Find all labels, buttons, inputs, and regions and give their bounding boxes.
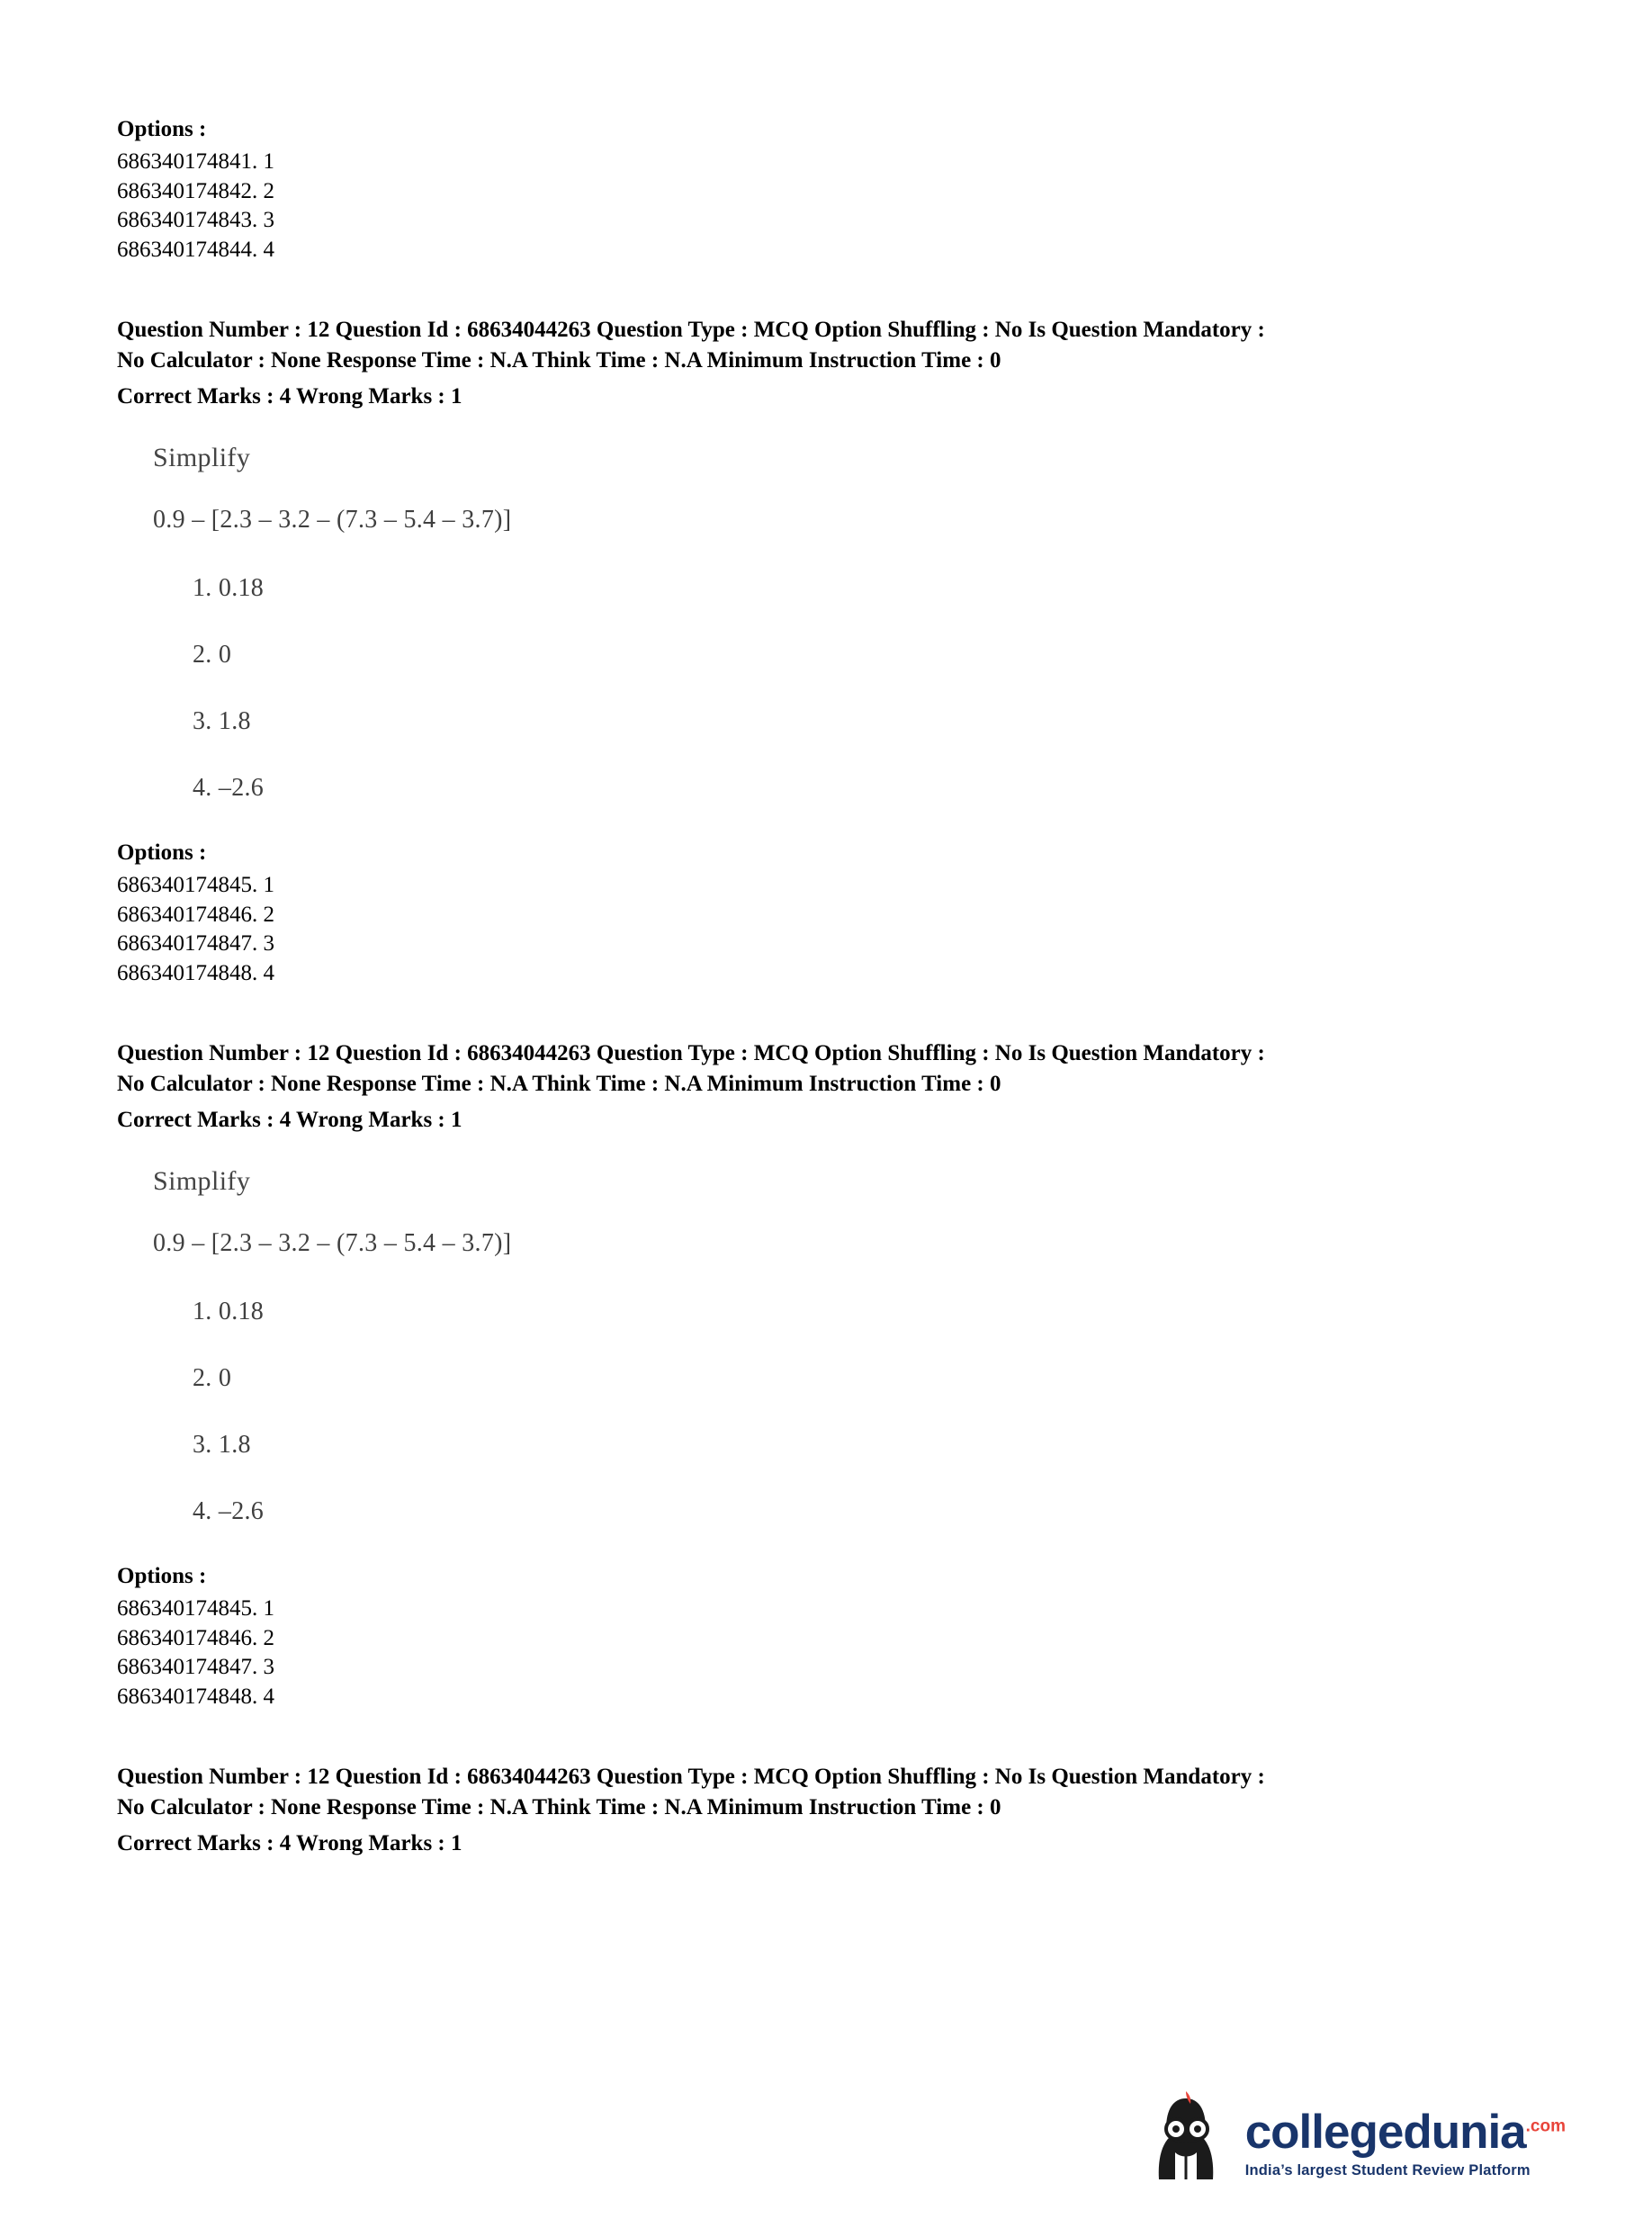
question-choice: 1. 0.18	[193, 1298, 265, 1325]
options-label: Options :	[117, 117, 207, 141]
option-line: 686340174842. 2	[117, 178, 274, 203]
options-label: Options :	[117, 1564, 207, 1588]
question-marks: Correct Marks : 4 Wrong Marks : 1	[117, 384, 462, 409]
option-line: 686340174844. 4	[117, 237, 274, 262]
question-meta-line-1: Question Number : 12 Question Id : 68634044263 Question Type : MCQ Option Shuffling : No Is Question Mandatory :	[117, 1041, 1265, 1065]
question-meta-3	[117, 1762, 1544, 1859]
option-line: 686340174845. 1	[117, 873, 274, 897]
collegedunia-tagline: India’s largest Student Review Platform	[1244, 2162, 1531, 2179]
option-line: 686340174845. 1	[117, 1596, 274, 1621]
question-image-2	[153, 1166, 1544, 1526]
option-line: 686340174847. 3	[117, 931, 274, 956]
question-meta-line-2: No Calculator : None Response Time : N.A Think Time : N.A Minimum Instruction Time : 0	[117, 1072, 1001, 1096]
question-choice: 2. 0	[193, 641, 232, 669]
question-choice: 3. 1.8	[193, 1431, 251, 1459]
option-line: 686340174848. 4	[117, 960, 274, 985]
question-marks: Correct Marks : 4 Wrong Marks : 1	[117, 1831, 462, 1855]
option-line: 686340174843. 3	[117, 208, 274, 232]
question-expression: 0.9 – [2.3 – 3.2 – (7.3 – 5.4 – 3.7)]	[153, 506, 512, 534]
options-group-1	[117, 115, 1544, 265]
collegedunia-wordmark	[1244, 2106, 1566, 2159]
options-label: Options :	[117, 840, 207, 865]
question-choice: 3. 1.8	[193, 707, 251, 735]
question-choice: 4. –2.6	[193, 774, 265, 802]
question-prompt: Simplify	[153, 1166, 251, 1196]
document-content	[117, 115, 1544, 1859]
option-line: 686340174841. 1	[117, 149, 274, 174]
question-choice: 2. 0	[193, 1364, 232, 1392]
question-choice: 1. 0.18	[193, 574, 265, 602]
collegedunia-word: collegedunia	[1244, 2106, 1526, 2159]
question-meta-line-1: Question Number : 12 Question Id : 68634044263 Question Type : MCQ Option Shuffling : No Is Question Mandatory :	[117, 318, 1265, 342]
collegedunia-mascot-icon	[1139, 2086, 1233, 2179]
option-line: 686340174848. 4	[117, 1684, 274, 1709]
option-line: 686340174847. 3	[117, 1655, 274, 1679]
option-line: 686340174846. 2	[117, 902, 274, 927]
collegedunia-watermark	[1139, 2086, 1566, 2179]
collegedunia-logotype	[1245, 2108, 1566, 2179]
question-expression: 0.9 – [2.3 – 3.2 – (7.3 – 5.4 – 3.7)]	[153, 1229, 512, 1257]
question-meta-2	[117, 1038, 1544, 1136]
question-meta-1	[117, 315, 1544, 412]
question-meta-line-2: No Calculator : None Response Time : N.A Think Time : N.A Minimum Instruction Time : 0	[117, 1795, 1001, 1819]
question-marks: Correct Marks : 4 Wrong Marks : 1	[117, 1108, 462, 1132]
question-choice: 4. –2.6	[193, 1497, 265, 1525]
question-meta-line-1: Question Number : 12 Question Id : 68634044263 Question Type : MCQ Option Shuffling : No Is Question Mandatory :	[117, 1765, 1265, 1789]
options-group-2	[117, 839, 1544, 988]
question-image-1	[153, 443, 1544, 803]
question-meta-line-2: No Calculator : None Response Time : N.A Think Time : N.A Minimum Instruction Time : 0	[117, 348, 1001, 373]
option-line: 686340174846. 2	[117, 1625, 274, 1650]
question-prompt: Simplify	[153, 443, 251, 472]
collegedunia-domain-suffix: .com	[1525, 2116, 1566, 2136]
options-group-3	[117, 1562, 1544, 1711]
